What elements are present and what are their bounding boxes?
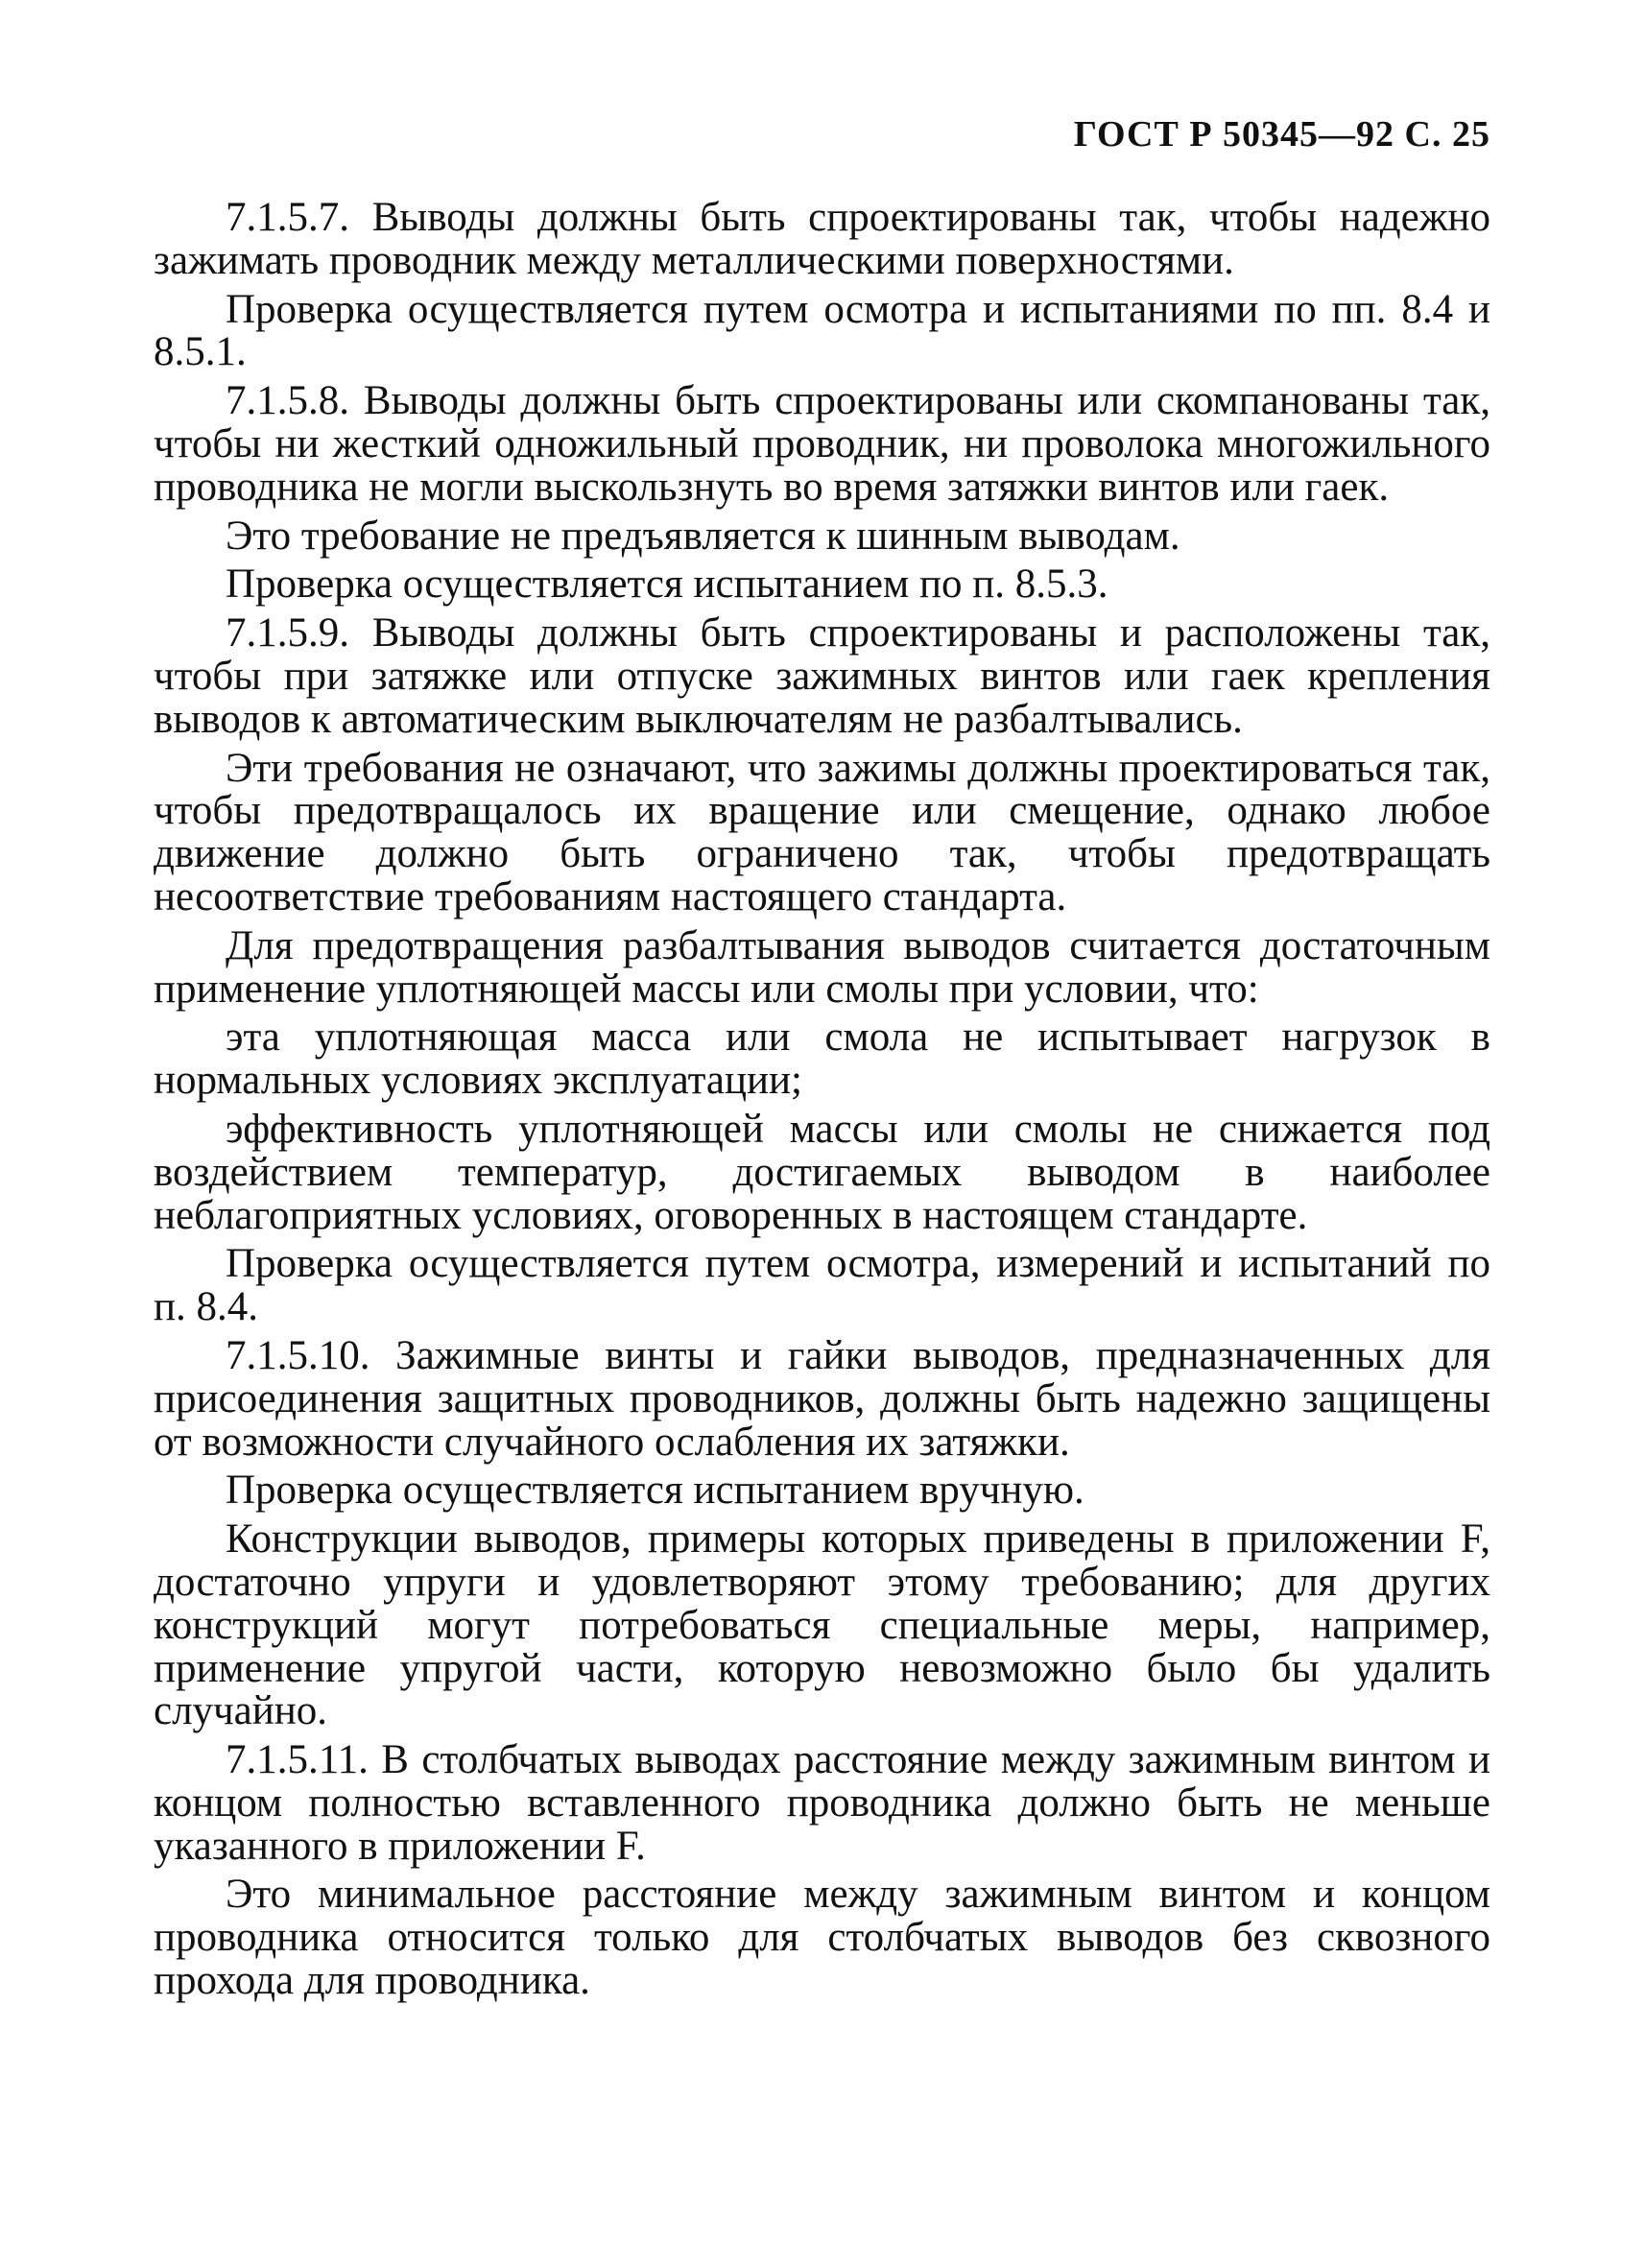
paragraph-7-1-5-8: 7.1.5.8. Выводы должны быть спроектированы или скомпанованы так, чтобы ни жесткий одножильный проводник, ни проволока многожильного проводника не могли выскользнуть во время затяжки винтов или гаек. <box>154 378 1490 510</box>
paragraph-7-1-5-11: 7.1.5.11. В столбчатых выводах расстояние между зажимным винтом и концом полностью вставленного проводника должно быть не меньше указанного в приложении F. <box>154 1737 1490 1869</box>
paragraph-7-1-5-9: 7.1.5.9. Выводы должны быть спроектированы и расположены так, чтобы при затяжке или отпуске зажимных винтов или гаек крепления выводов к автоматическим выключателям не разбалтывались. <box>154 610 1490 742</box>
paragraph-check-8-4: Проверка осуществляется путем осмотра, измерений и испытаний по п. 8.4. <box>154 1241 1490 1330</box>
document-body <box>154 197 1490 2009</box>
paragraph-minimum-distance: Это минимальное расстояние между зажимным винтом и концом проводника относится только для столбчатых выводов без сквозного прохода для проводника. <box>154 1872 1490 2004</box>
paragraph-check-8-5-3: Проверка осуществляется испытанием по п. 8.5.3. <box>226 561 1108 608</box>
paragraph-requirements-note: Эти требования не означают, что зажимы должны проектироваться так, чтобы предотвращалось их вращение или смещение, однако любое движение должно быть ограничено так, чтобы предотвращать несоответствие требованиям настоящего стандарта. <box>154 745 1490 919</box>
paragraph-appendix-f-designs: Конструкции выводов, примеры которых приведены в приложении F, достаточно упруги и удовлетворяют этому требованию; для других конструкций могут потребоваться специальные меры, например, применение упругой части, которую невозможно было бы удалить случайно. <box>154 1516 1490 1734</box>
paragraph-check-manual: Проверка осуществляется испытанием вручную. <box>226 1468 1084 1514</box>
paragraph-7-1-5-7: 7.1.5.7. Выводы должны быть спроектированы так, чтобы надежно зажимать проводник между металлическими поверхностями. <box>154 195 1490 283</box>
page-header: ГОСТ Р 50345—92 С. 25 <box>1073 114 1490 155</box>
paragraph-condition-load: эта уплотняющая масса или смола не испытывает нагрузок в нормальных условиях эксплуатации; <box>154 1015 1490 1104</box>
paragraph-sealing-compound: Для предотвращения разбалтывания выводов считается достаточным применение уплотняющей массы или смолы при условии, что: <box>154 922 1490 1012</box>
paragraph-check-inspection: Проверка осуществляется путем осмотра и испытаниями по пп. 8.4 и 8.5.1. <box>154 286 1490 375</box>
paragraph-7-1-5-10: 7.1.5.10. Зажимные винты и гайки выводов, предназначенных для присоединения защитных проводников, должны быть надежно защищены от возможности случайного ослабления их затяжки. <box>154 1332 1490 1465</box>
paragraph-condition-temperature: эффективность уплотняющей массы или смолы не снижается под воздействием температур, достигаемых выводом в наиболее неблагоприятных условиях, оговоренных в настоящем стандарте. <box>154 1106 1490 1238</box>
paragraph-busbar-note: Это требование не предъявляется к шинным выводам. <box>226 513 1180 559</box>
